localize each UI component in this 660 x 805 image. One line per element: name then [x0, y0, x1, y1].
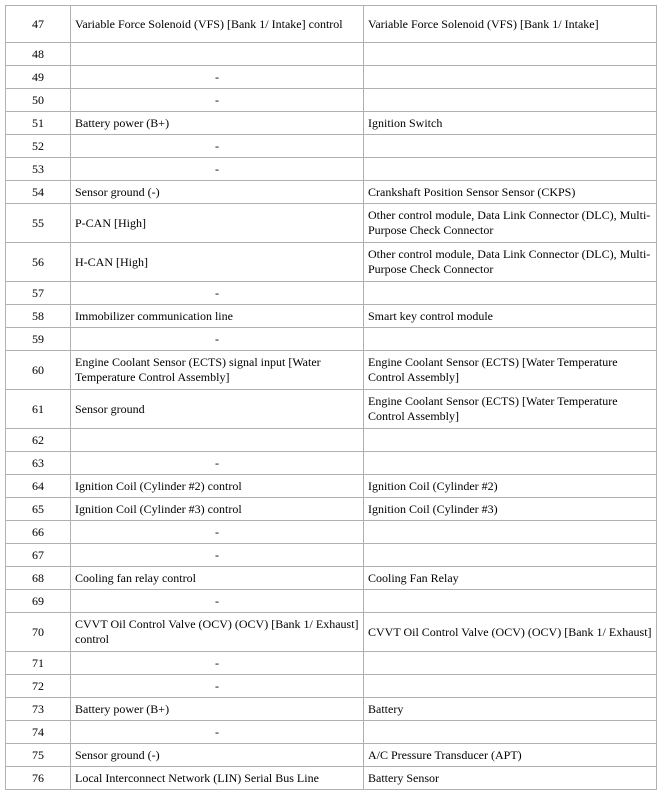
table-row: [6, 135, 657, 158]
table-row: [6, 112, 657, 135]
pin-description-cell: H-CAN [High]: [71, 243, 364, 282]
pin-number-cell: 72: [6, 675, 71, 698]
pin-connection-cell: [364, 652, 657, 675]
pin-description-cell: -: [71, 521, 364, 544]
table-row: [6, 675, 657, 698]
pin-connection-cell: Battery Sensor: [364, 767, 657, 790]
pin-connection-cell: [364, 43, 657, 66]
pin-description-cell: Sensor ground (-): [71, 744, 364, 767]
table-row: [6, 475, 657, 498]
pin-connection-cell: A/C Pressure Transducer (APT): [364, 744, 657, 767]
table-row: [6, 305, 657, 328]
pin-connection-cell: [364, 521, 657, 544]
pin-number-cell: 67: [6, 544, 71, 567]
pin-connection-cell: [364, 66, 657, 89]
pin-number-cell: 65: [6, 498, 71, 521]
table-row: [6, 282, 657, 305]
pin-description-cell: Ignition Coil (Cylinder #2) control: [71, 475, 364, 498]
pin-number-cell: 53: [6, 158, 71, 181]
table-row: [6, 243, 657, 282]
table-row: [6, 351, 657, 390]
pin-description-cell: -: [71, 590, 364, 613]
pin-connection-cell: Other control module, Data Link Connector (DLC), Multi-Purpose Check Connector: [364, 243, 657, 282]
pin-number-cell: 75: [6, 744, 71, 767]
pin-table-body: [6, 6, 657, 790]
pin-connection-cell: [364, 328, 657, 351]
pin-description-cell: Battery power (B+): [71, 698, 364, 721]
pin-connection-cell: [364, 135, 657, 158]
table-row: [6, 767, 657, 790]
pin-connection-cell: [364, 675, 657, 698]
pin-number-cell: 64: [6, 475, 71, 498]
table-row: [6, 521, 657, 544]
pin-number-cell: 57: [6, 282, 71, 305]
pin-description-cell: Battery power (B+): [71, 112, 364, 135]
pin-number-cell: 55: [6, 204, 71, 243]
pin-connection-cell: Engine Coolant Sensor (ECTS) [Water Temperature Control Assembly]: [364, 351, 657, 390]
table-row: [6, 181, 657, 204]
pin-connection-cell: Battery: [364, 698, 657, 721]
table-row: [6, 390, 657, 429]
pin-connection-cell: Ignition Coil (Cylinder #2): [364, 475, 657, 498]
table-row: [6, 328, 657, 351]
pin-description-cell: Cooling fan relay control: [71, 567, 364, 590]
pin-connection-cell: Variable Force Solenoid (VFS) [Bank 1/ Intake]: [364, 6, 657, 43]
pin-connection-cell: [364, 721, 657, 744]
table-row: [6, 613, 657, 652]
pin-connection-cell: Other control module, Data Link Connector (DLC), Multi-Purpose Check Connector: [364, 204, 657, 243]
pin-number-cell: 59: [6, 328, 71, 351]
table-row: [6, 498, 657, 521]
pin-connection-cell: [364, 544, 657, 567]
pin-description-cell: -: [71, 282, 364, 305]
pin-connection-cell: Ignition Coil (Cylinder #3): [364, 498, 657, 521]
pin-connection-cell: Cooling Fan Relay: [364, 567, 657, 590]
table-row: [6, 43, 657, 66]
pin-description-cell: Engine Coolant Sensor (ECTS) signal input [Water Temperature Control Assembly]: [71, 351, 364, 390]
table-row: [6, 652, 657, 675]
table-row: [6, 158, 657, 181]
pin-description-cell: -: [71, 452, 364, 475]
table-row: [6, 89, 657, 112]
table-row: [6, 698, 657, 721]
pin-number-cell: 48: [6, 43, 71, 66]
pin-connection-cell: Smart key control module: [364, 305, 657, 328]
pin-number-cell: 54: [6, 181, 71, 204]
table-row: [6, 66, 657, 89]
pin-connection-cell: [364, 452, 657, 475]
pin-description-cell: -: [71, 721, 364, 744]
pin-description-cell: -: [71, 158, 364, 181]
pin-number-cell: 69: [6, 590, 71, 613]
pin-description-cell: Sensor ground (-): [71, 181, 364, 204]
pin-table: [5, 5, 657, 790]
table-row: [6, 429, 657, 452]
pin-number-cell: 60: [6, 351, 71, 390]
pin-connection-cell: [364, 89, 657, 112]
pin-description-cell: -: [71, 675, 364, 698]
table-row: [6, 567, 657, 590]
pin-description-cell: P-CAN [High]: [71, 204, 364, 243]
pin-number-cell: 68: [6, 567, 71, 590]
pin-description-cell: -: [71, 328, 364, 351]
pin-description-cell: [71, 429, 364, 452]
pin-description-cell: -: [71, 652, 364, 675]
table-row: [6, 590, 657, 613]
pin-number-cell: 66: [6, 521, 71, 544]
pin-description-cell: Sensor ground: [71, 390, 364, 429]
pin-number-cell: 63: [6, 452, 71, 475]
pin-number-cell: 56: [6, 243, 71, 282]
pin-connection-cell: [364, 282, 657, 305]
table-row: [6, 544, 657, 567]
pin-description-cell: [71, 43, 364, 66]
pin-number-cell: 58: [6, 305, 71, 328]
pin-description-cell: Local Interconnect Network (LIN) Serial Bus Line: [71, 767, 364, 790]
pin-connection-cell: CVVT Oil Control Valve (OCV) (OCV) [Bank 1/ Exhaust]: [364, 613, 657, 652]
pin-description-cell: -: [71, 89, 364, 112]
pin-number-cell: 49: [6, 66, 71, 89]
pin-connection-cell: Crankshaft Position Sensor Sensor (CKPS): [364, 181, 657, 204]
pin-number-cell: 62: [6, 429, 71, 452]
pin-number-cell: 76: [6, 767, 71, 790]
pin-number-cell: 47: [6, 6, 71, 43]
pin-number-cell: 61: [6, 390, 71, 429]
pin-connection-cell: Engine Coolant Sensor (ECTS) [Water Temperature Control Assembly]: [364, 390, 657, 429]
pin-number-cell: 52: [6, 135, 71, 158]
pin-number-cell: 74: [6, 721, 71, 744]
pin-connection-cell: [364, 429, 657, 452]
pin-description-cell: CVVT Oil Control Valve (OCV) (OCV) [Bank 1/ Exhaust] control: [71, 613, 364, 652]
pin-description-cell: Variable Force Solenoid (VFS) [Bank 1/ Intake] control: [71, 6, 364, 43]
table-row: [6, 452, 657, 475]
pin-description-cell: Immobilizer communication line: [71, 305, 364, 328]
table-row: [6, 204, 657, 243]
table-row: [6, 721, 657, 744]
pin-number-cell: 50: [6, 89, 71, 112]
pin-description-cell: -: [71, 66, 364, 89]
pin-number-cell: 70: [6, 613, 71, 652]
table-row: [6, 744, 657, 767]
pin-description-cell: -: [71, 135, 364, 158]
pin-description-cell: Ignition Coil (Cylinder #3) control: [71, 498, 364, 521]
pin-number-cell: 71: [6, 652, 71, 675]
pin-number-cell: 73: [6, 698, 71, 721]
pin-connection-cell: [364, 590, 657, 613]
pin-connection-cell: [364, 158, 657, 181]
pin-description-cell: -: [71, 544, 364, 567]
table-row: [6, 6, 657, 43]
pin-connection-cell: Ignition Switch: [364, 112, 657, 135]
pin-number-cell: 51: [6, 112, 71, 135]
